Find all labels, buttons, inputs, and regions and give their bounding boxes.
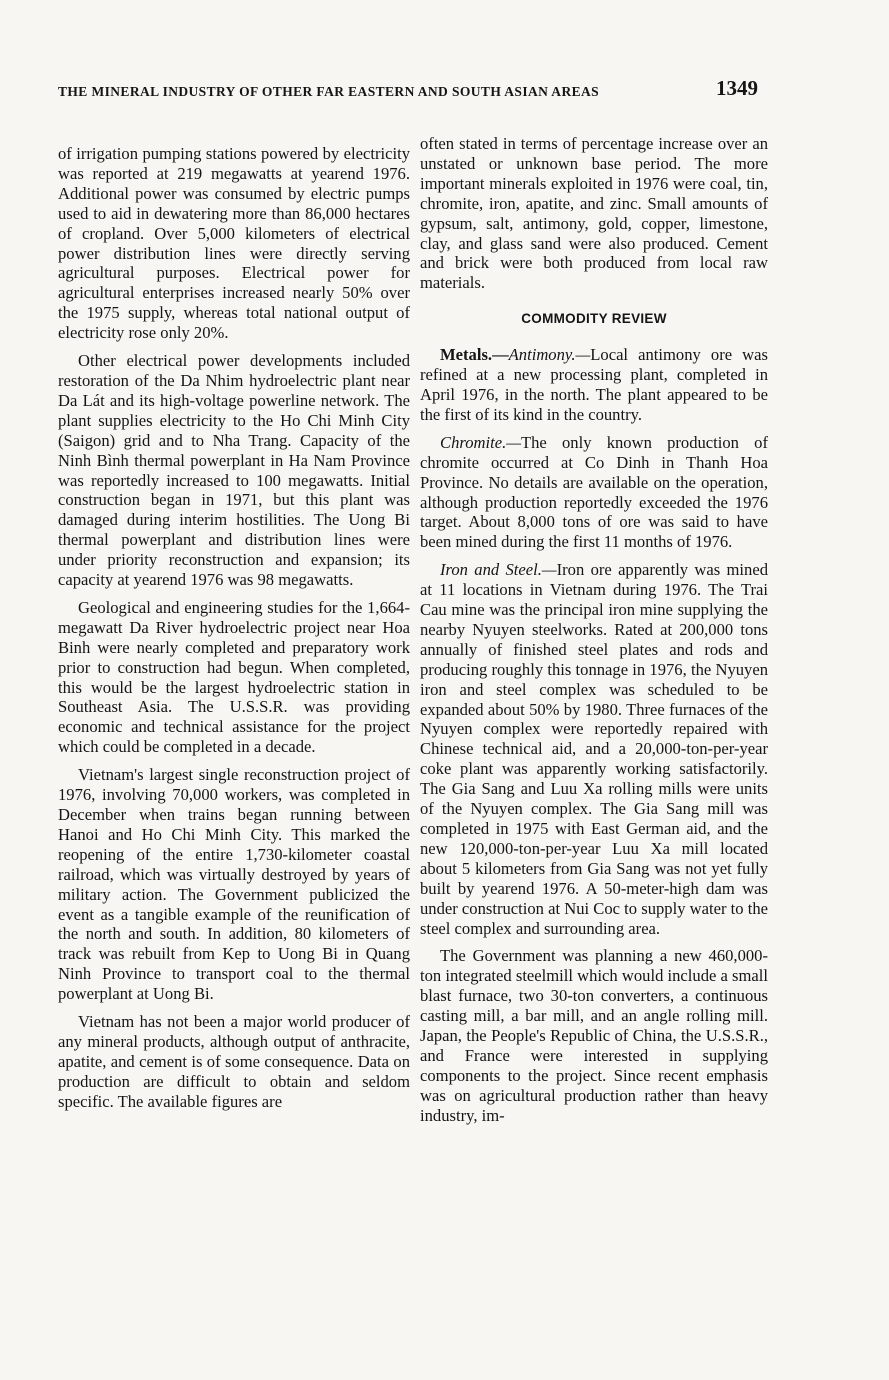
section-heading-commodity-review: COMMODITY REVIEW bbox=[521, 311, 667, 327]
page-header bbox=[58, 76, 758, 106]
paragraph-irrigation: of irrigation pumping stations powered by electricity was reported at 219 megawatts at yearend 1976. Additional power was consumed by electric pumps used to aid in dewatering more than 86,000 hectares of cropland. Over 5,000 kilometers of electrical power distribution lines were directly serving agricultural purposes. Electrical power for agricultural enterprises increased nearly 50% over the 1975 supply, whereas total national output of electricity rose only 20%. bbox=[58, 144, 410, 343]
paragraph-iron-and-steel bbox=[420, 560, 768, 938]
paragraph-percentage-increase: often stated in terms of percentage increase over an unstated or unknown base period. The more important minerals exploited in 1976 were coal, tin, chromite, iron, apatite, and zinc. Small amounts of gypsum, salt, antimony, gold, copper, limestone, clay, and glass sand were also produced. Cement and brick were both produced from local raw materials. bbox=[420, 134, 768, 293]
right-column bbox=[420, 134, 768, 1134]
paragraph-chromite bbox=[420, 433, 768, 552]
antimony-text: Local antimony ore was refined at a new processing plant, completed in April 1976, in the north. The plant appeared to be the first of its kind in the country. bbox=[420, 345, 768, 424]
paragraph-antimony bbox=[420, 345, 768, 425]
iron-and-steel-text: Iron ore apparently was mined at 11 locations in Vietnam during 1976. The Trai Cau mine was the principal iron mine supplying the nearby Nyuyen steelworks. Rated at 200,000 tons annually of finished steel plates and rods and producing roughly this tonnage in 1976, the Nyuyen iron and steel complex was scheduled to be expanded about 50% by 1980. Three furnaces of the Nyuyen complex were reportedly repaired with Chinese technical aid, and a 20,000-ton-per-year coke plant was apparently working satisfactorily. The Gia Sang and Luu Xa rolling mills were units of the Nyuyen complex. The Gia Sang mill was completed in 1975 with East German aid, and the new 120,000-ton-per-year Luu Xa mill located about 5 kilometers from Gia Sang was not yet fully built by yearend 1976. A 50-meter-high dam was under construction at Nui Coc to supply water to the steel complex and surrounding area. bbox=[420, 560, 768, 938]
paragraph-electrical-power: Other electrical power developments included restoration of the Da Nhim hydroelectric plant near Da Lát and its high-voltage powerline network. The plant supplies electricity to the Ho Chi Minh City (Saigon) grid and to Nha Trang. Capacity of the Ninh Bình thermal powerplant in Ha Nam Province was reportedly increased to 100 megawatts. Initial construction began in 1971, but this plant was damaged during interim hostilities. The Uong Bi thermal powerplant and distribution lines were under priority reconstruction and expansion; its capacity at yearend 1976 was 98 megawatts. bbox=[58, 351, 410, 590]
paragraph-mineral-producer: Vietnam has not been a major world producer of any mineral products, although output of anthracite, apatite, and cement is of some consequence. Data on production are difficult to obtain and seldom specific. The available figures are bbox=[58, 1012, 410, 1111]
chromite-text: The only known production of chromite occurred at Co Dinh in Thanh Hoa Province. No details are available on the operation, although production reportedly exceeded the 1976 target. About 8,000 tons of ore was said to have been mined during the first 11 months of 1976. bbox=[420, 432, 768, 552]
running-head: THE MINERAL INDUSTRY OF OTHER FAR EASTERN AND SOUTH ASIAN AREAS bbox=[58, 84, 600, 99]
chromite-label: Chromite.— bbox=[440, 432, 521, 452]
iron-and-steel-label: Iron and Steel.— bbox=[440, 560, 557, 580]
left-column bbox=[58, 144, 410, 1120]
paragraph-railroad-reconstruction: Vietnam's largest single reconstruction project of 1976, involving 70,000 workers, was completed in December when trains began running between Hanoi and Ho Chi Minh City. This marked the reopening of the entire 1,730-kilometer coastal railroad, which was virtually destroyed by years of military action. The Government publicized the event as a tangible example of the reunification of the north and south. In addition, 80 kilometers of track was rebuilt from Kep to Uong Bi in Quang Ninh Province to transport coal to the thermal powerplant at Uong Bi. bbox=[58, 765, 410, 1004]
paragraph-steelmill-plan: The Government was planning a new 460,000-ton integrated steelmill which would include a small blast furnace, two 30-ton converters, a continuous casting mill, a bar mill, and an angle rolling mill. Japan, the People's Republic of China, the U.S.S.R., and France were interested in supplying components to the project. Since recent emphasis was on agricultural production rather than heavy industry, im- bbox=[420, 946, 768, 1125]
paragraph-da-river-project: Geological and engineering studies for the 1,664-megawatt Da River hydroelectric project near Hoa Binh were nearly completed and preparatory work prior to construction had begun. When completed, this would be the largest hydroelectric station in Southeast Asia. The U.S.S.R. was providing economic and technical assistance for the project which could be completed in a decade. bbox=[58, 597, 410, 757]
antimony-label: Antimony.— bbox=[508, 345, 591, 365]
metals-label: Metals.— bbox=[440, 345, 509, 365]
page-number: 1349 bbox=[716, 76, 758, 100]
